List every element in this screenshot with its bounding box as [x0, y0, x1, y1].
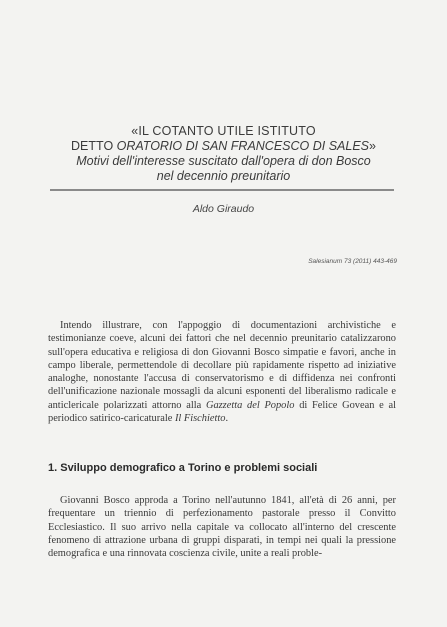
article-title: [0, 124, 447, 184]
abstract-text-3: .: [225, 413, 229, 425]
title-line-2-prefix: DETTO: [71, 139, 117, 153]
author-name: Aldo Giraudo: [192, 203, 255, 215]
subtitle-line-2: nel decennio preunitario: [156, 169, 291, 183]
abstract-text-2: di Felice Govean e al periodico satirico-caricaturale: [48, 399, 396, 425]
abstract-text-1: Intendo illustrare, con l'appoggio di documentazioni archivistiche e testimonianze coeve, alcuni dei fattori che nel decennio preunitario catalizzarono sull'opera educativa e religiosa di don Giovanni Bosco simpatie e favori, anche in campo liberale, permettendole di decollare più rapidamente rispetto ad iniziative analoghe, nonostante l'accusa di conservatorismo e di diffidenza nei confronti dell'unificazione nazionale mossagli da alcuni esponenti del liberalismo radicale e anticlericale polarizzati attorno alla: [48, 320, 396, 411]
abstract: [48, 319, 396, 425]
title-line-1: «IL COTANTO UTILE ISTITUTO: [131, 124, 316, 138]
section-body: [48, 494, 396, 560]
subtitle-line-1: Motivi dell'interesse suscitato dall'opera di don Bosco: [76, 154, 371, 168]
abstract-newspaper-1: Gazzetta del Popolo: [205, 399, 295, 411]
title-line-2: [0, 139, 447, 154]
abstract-paragraph: [48, 319, 396, 425]
abstract-newspaper-2: Il Fischietto: [174, 413, 226, 425]
title-line-2-italic: ORATORIO DI SAN FRANCESCO DI SALES: [116, 139, 370, 153]
title-line-2-suffix: »: [369, 139, 376, 153]
title-divider: [50, 189, 394, 191]
section-heading: 1. Sviluppo demografico a Torino e problemi sociali: [48, 462, 318, 474]
body-paragraph: Giovanni Bosco approda a Torino nell'autunno 1841, all'età di 26 anni, per frequentare un triennio di perfezionamento pastorale presso il Convitto Ecclesiastico. Il suo arrivo nella capitale va collocato all'interno del crescente fenomeno di attrazione urbana di gruppi disparati, in tempi nei quali la pressione demografica e una rinnovata coscienza civile, unite a reali proble-: [48, 495, 396, 560]
journal-citation: Salesianum 73 (2011) 443-469: [308, 258, 397, 265]
